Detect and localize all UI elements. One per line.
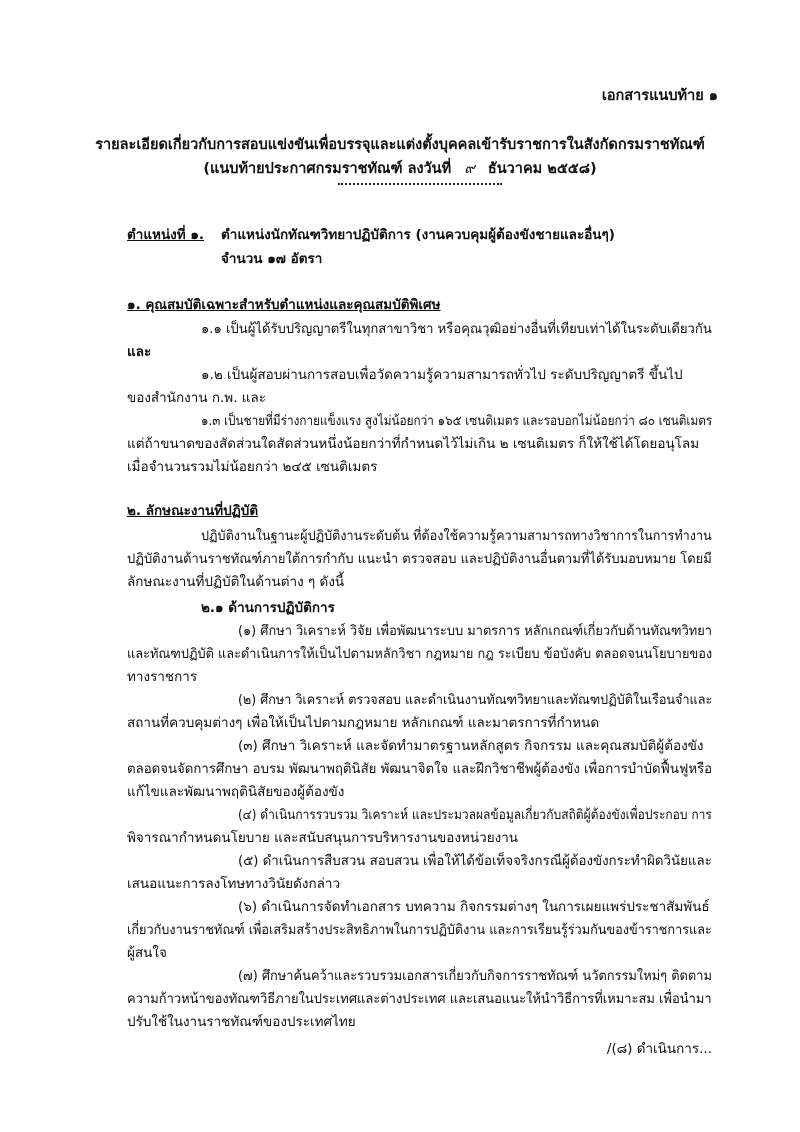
subtitle-text: (แนบท้ายประกาศกรมราชทัณฑ์ ลงวันที่ [203, 161, 452, 177]
section1-line: และ [127, 344, 152, 360]
duty-item: พิจารณากำหนดนโยบาย และสนับสนุนการบริหารงานของหน่วยงาน [127, 830, 518, 846]
duty-item: ทางราชการ [127, 669, 198, 685]
duty-item: (๔) ดำเนินการรวบรวม วิเคราะห์ และประมวลผลข้อมูลเกี่ยวกับสถิติผู้ต้องขังเพื่อประกอบ การ [238, 807, 712, 823]
section2-subheading: ๒.๑ ด้านการปฏิบัติการ [201, 600, 335, 616]
duty-item: เสนอแนะการลงโทษทางวินัยดังกล่าว [127, 876, 341, 892]
section1-line: ๑.๒ เป็นผู้สอบผ่านการสอบเพื่อวัดความรู้ความสามารถทั่วไป ระดับปริญญาตรี ขึ้นไป [201, 367, 683, 383]
position-name: ตำแหน่งนักทัณฑวิทยาปฏิบัติการ (งานควบคุมผู้ต้องขังชายและอื่นๆ) [221, 227, 615, 243]
section1-line: ๑.๑ เป็นผู้ได้รับปริญญาตรีในทุกสาขาวิชา หรือคุณวุฒิอย่างอื่นที่เทียบเท่าได้ในระดับเดียวกัน [201, 321, 712, 337]
section2-intro: ปฏิบัติงานด้านราชทัณฑ์ภายใต้การกำกับ แนะนำ ตรวจสอบ และปฏิบัติงานอื่นตามที่ได้รับมอบหมาย โดยมี [127, 551, 712, 567]
duty-item: (๕) ดำเนินการสืบสวน สอบสวน เพื่อให้ได้ข้อเท็จจริงกรณีผู้ต้องขังกระทำผิดวินัยและ [238, 853, 712, 869]
section2-intro: ลักษณะงานที่ปฏิบัติในด้านต่าง ๆ ดังนี้ [127, 574, 345, 590]
duty-item: เกี่ยวกับงานราชทัณฑ์ เพื่อเสริมสร้างประสิทธิภาพในการปฏิบัติงาน และการเรียนรู้ร่วมกันของข้าราชการและ [127, 922, 712, 938]
subtitle-day: ๙ [464, 161, 475, 177]
section1-heading: ๑. คุณสมบัติเฉพาะสำหรับตำแหน่งและคุณสมบัติพิเศษ [127, 297, 441, 313]
duty-item: แก้ไขและพัฒนาพฤตินิสัยของผู้ต้องขัง [127, 784, 345, 800]
annex-label: เอกสารแนบท้าย ๑ [601, 88, 718, 104]
duty-item: (๑) ศึกษา วิเคราะห์ วิจัย เพื่อพัฒนาระบบ มาตรการ หลักเกณฑ์เกี่ยวกับด้านทัณฑวิทยา [238, 623, 713, 639]
duty-item: สถานที่ควบคุมต่างๆ เพื่อให้เป็นไปตามกฎหมาย หลักเกณฑ์ และมาตรการที่กำหนด [127, 715, 600, 731]
duty-item: (๗) ศึกษาค้นคว้าและรวบรวมเอกสารเกี่ยวกับกิจการราชทัณฑ์ นวัตกรรมใหม่ๆ ติดตาม [238, 968, 713, 984]
duty-item: ผู้สนใจ [127, 945, 167, 961]
section1-line: ๑.๓ เป็นชายที่มีร่างกายแข็งแรง สูงไม่น้อยกว่า ๑๖๕ เซนติเมตร และรอบอกไม่น้อยกว่า ๘๐ เซนติเมตร [201, 413, 713, 429]
document-subtitle [0, 157, 800, 180]
section1-line: แต่ถ้าขนาดของสัดส่วนใดสัดส่วนหนึ่งน้อยกว่าที่กำหนดไว้ไม่เกิน ๒ เซนติเมตร ก็ให้ใช้ได้โดยอนุโลม [127, 436, 700, 452]
duty-item: ปรับใช้ในงานราชทัณฑ์ของประเทศไทย [127, 1014, 356, 1030]
section2-intro: ปฏิบัติงานในฐานะผู้ปฏิบัติงานระดับต้น ที่ต้องใช้ความรู้ความสามารถทางวิชาการในการทำงาน [201, 528, 712, 544]
duty-item: ความก้าวหน้าของทัณฑวิธีภายในประเทศและต่างประเทศ และเสนอแนะให้นำวิธีการที่เหมาะสม เพื่อนำมา [127, 991, 712, 1007]
subtitle-end: ธันวาคม ๒๕๕๘) [487, 161, 597, 177]
position-label: ตำแหน่งที่ ๑. [127, 227, 205, 243]
duty-item: (๒) ศึกษา วิเคราะห์ ตรวจสอบ และดำเนินงานทัณฑวิทยาและทัณฑปฏิบัติในเรือนจำและ [238, 692, 713, 708]
dotted-divider [338, 183, 502, 185]
duty-item: ตลอดจนจัดการศึกษา อบรม พัฒนาพฤตินิสัย พัฒนาจิตใจ และฝึกวิชาชีพผู้ต้องขัง เพื่อการบำบัดฟื้นฟูหรือ [127, 761, 713, 777]
position-count: จำนวน ๑๗ อัตรา [221, 251, 323, 267]
document-title: รายละเอียดเกี่ยวกับการสอบแข่งขันเพื่อบรรจุและแต่งตั้งบุคคลเข้ารับราชการในสังกัดกรมราชทัณฑ์ [95, 137, 705, 153]
duty-item: และทัณฑปฏิบัติ และดำเนินการให้เป็นไปตามหลักวิชา กฎหมาย กฎ ระเบียบ ข้อบังคับ ตลอดจนนโยบายของ [127, 646, 713, 662]
duty-item: (๓) ศึกษา วิเคราะห์ และจัดทำมาตรฐานหลักสูตร กิจกรรม และคุณสมบัติผู้ต้องขัง [238, 738, 704, 754]
section1-line: เมื่อจำนวนรวมไม่น้อยกว่า ๒๔๕ เซนติเมตร [127, 459, 378, 475]
duty-item: (๖) ดำเนินการจัดทำเอกสาร บทความ กิจกรรมต่างๆ ในการเผยแพร่ประชาสัมพันธ์ [238, 899, 710, 915]
continuation-note: /(๘) ดำเนินการ... [606, 1041, 712, 1057]
section2-heading: ๒. ลักษณะงานที่ปฏิบัติ [127, 503, 259, 519]
section1-line: ของสำนักงาน ก.พ. และ [127, 390, 267, 406]
